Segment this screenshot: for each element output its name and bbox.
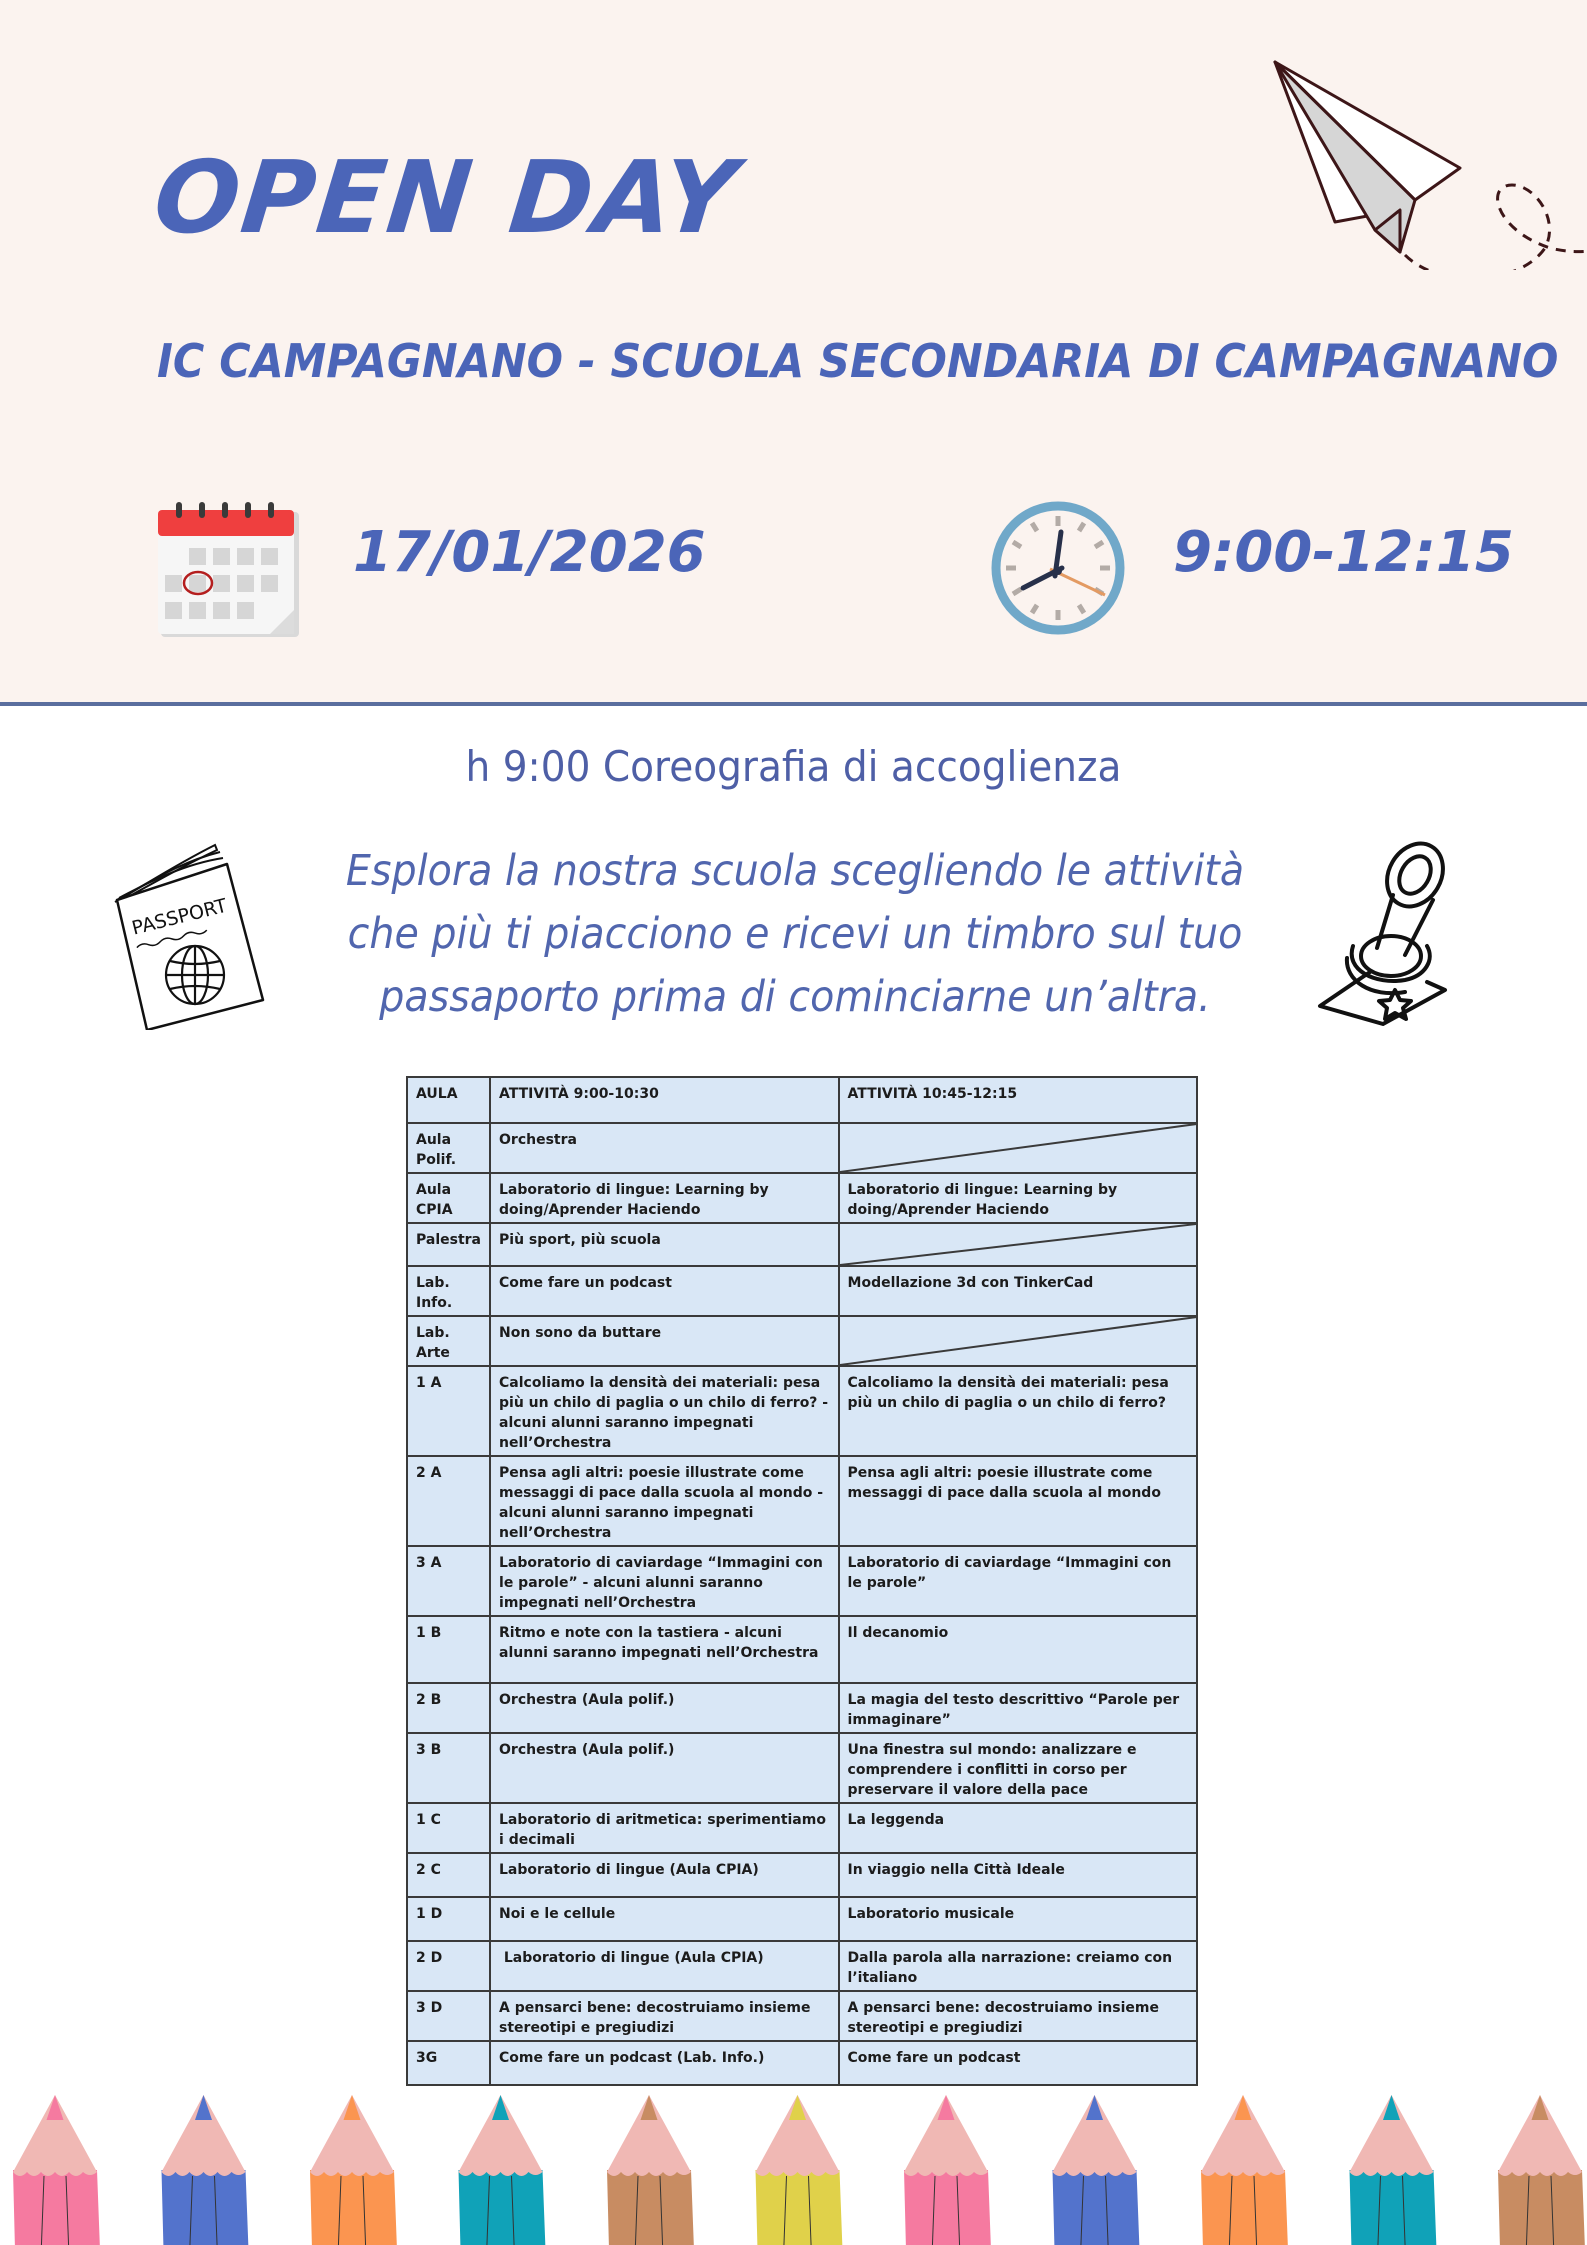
activity-cell: Laboratorio musicale	[839, 1897, 1197, 1941]
empty-crossed-cell	[839, 1123, 1197, 1173]
room-cell: Aula CPIA	[407, 1173, 490, 1223]
table-row	[407, 1366, 1197, 1456]
activity-cell: Come fare un podcast (Lab. Info.)	[490, 2041, 839, 2085]
table-row	[407, 1897, 1197, 1941]
activity-cell: Laboratorio di lingue: Learning by doing/Aprender Haciendo	[839, 1173, 1197, 1223]
room-cell: 1 B	[407, 1616, 490, 1683]
room-cell: 3G	[407, 2041, 490, 2085]
table-row	[407, 1803, 1197, 1853]
pencil-icon	[13, 2095, 100, 2245]
passport-label: PASSPORT	[129, 894, 230, 940]
welcome-line: h 9:00 Coreografia di accoglienza	[465, 742, 1122, 791]
intro-line: Esplora la nostra scuola scegliendo le attività	[345, 846, 1245, 896]
table-row	[407, 1123, 1197, 1173]
activity-cell: Dalla parola alla narrazione: creiamo con l’italiano	[839, 1941, 1197, 1991]
pencil-icon	[756, 2095, 843, 2245]
table-header-row	[407, 1077, 1197, 1123]
passport-icon	[105, 840, 270, 1030]
activity-cell: Pensa agli altri: poesie illustrate come messaggi di pace dalla scuola al mondo	[839, 1456, 1197, 1546]
activity-cell: La magia del testo descrittivo “Parole per immaginare”	[839, 1683, 1197, 1733]
event-date: 17/01/2026	[353, 520, 706, 585]
clock-icon	[990, 500, 1126, 636]
table-row	[407, 1616, 1197, 1683]
intro-text	[303, 840, 1287, 1029]
pencil-icon	[310, 2095, 397, 2245]
activity-cell: Calcoliamo la densità dei materiali: pesa più un chilo di paglia o un chilo di ferro? - alcuni alunni saranno impegnati nell’Orchestra	[490, 1366, 839, 1456]
calendar-icon	[155, 500, 305, 640]
table-row	[407, 1941, 1197, 1991]
activity-cell: La leggenda	[839, 1803, 1197, 1853]
activity-cell: Il decanomio	[839, 1616, 1197, 1683]
activity-cell: Laboratorio di caviardage “Immagini con le parole”	[839, 1546, 1197, 1616]
activity-cell: Più sport, più scuola	[490, 1223, 839, 1266]
activity-cell: Ritmo e note con la tastiera - alcuni alunni saranno impegnati nell’Orchestra	[490, 1616, 839, 1683]
activity-cell: Laboratorio di lingue: Learning by doing/Aprender Haciendo	[490, 1173, 839, 1223]
table-row	[407, 1456, 1197, 1546]
table-row	[407, 1683, 1197, 1733]
activity-schedule-table	[406, 1076, 1198, 2086]
pencil-icon	[904, 2095, 991, 2245]
paper-plane-icon	[1250, 50, 1587, 270]
empty-crossed-cell	[839, 1316, 1197, 1366]
room-cell: 1 D	[407, 1897, 490, 1941]
activity-cell: Laboratorio di lingue (Aula CPIA)	[490, 1941, 839, 1991]
room-cell: 3 D	[407, 1991, 490, 2041]
activity-cell: Noi e le cellule	[490, 1897, 839, 1941]
activity-cell: Una finestra sul mondo: analizzare e comprendere i conflitti in corso per preservare il valore della pace	[839, 1733, 1197, 1803]
activity-cell: A pensarci bene: decostruiamo insieme stereotipi e pregiudizi	[490, 1991, 839, 2041]
room-cell: Aula Polif.	[407, 1123, 490, 1173]
room-cell: Lab. Arte	[407, 1316, 490, 1366]
pencil-icon	[1201, 2095, 1288, 2245]
pencil-icon	[1053, 2095, 1140, 2245]
room-cell: 2 A	[407, 1456, 490, 1546]
room-cell: 2 B	[407, 1683, 490, 1733]
activity-cell: In viaggio nella Città Ideale	[839, 1853, 1197, 1897]
room-cell: 3 B	[407, 1733, 490, 1803]
header-banner	[0, 0, 1587, 706]
pencil-icon	[607, 2095, 694, 2245]
activity-cell: Calcoliamo la densità dei materiali: pesa più un chilo di paglia o un chilo di ferro?	[839, 1366, 1197, 1456]
room-cell: 1 C	[407, 1803, 490, 1853]
activity-cell: Pensa agli altri: poesie illustrate come messaggi di pace dalla scuola al mondo - alcuni alunni saranno impegnati nell’Orchestra	[490, 1456, 839, 1546]
room-cell: 2 C	[407, 1853, 490, 1897]
event-time: 9:00-12:15	[1173, 520, 1514, 585]
room-cell: 3 A	[407, 1546, 490, 1616]
table-row	[407, 1853, 1197, 1897]
school-subtitle: IC CAMPAGNANO - SCUOLA SECONDARIA DI CAMPAGNANO	[157, 334, 1559, 388]
room-cell: Lab. Info.	[407, 1266, 490, 1316]
table-row	[407, 1733, 1197, 1803]
activity-cell: Orchestra	[490, 1123, 839, 1173]
room-cell: Palestra	[407, 1223, 490, 1266]
pencil-border-decoration	[0, 2075, 1587, 2245]
column-header-first-slot: ATTIVITÀ 9:00-10:30	[490, 1077, 839, 1123]
empty-crossed-cell	[839, 1223, 1197, 1266]
table-row	[407, 1173, 1197, 1223]
activity-cell: Modellazione 3d con TinkerCad	[839, 1266, 1197, 1316]
activity-cell: Laboratorio di aritmetica: sperimentiamo i decimali	[490, 1803, 839, 1853]
intro-line: che più ti piacciono e ricevi un timbro sul tuo	[347, 909, 1243, 959]
pencil-icon	[1350, 2095, 1437, 2245]
activity-cell: Laboratorio di lingue (Aula CPIA)	[490, 1853, 839, 1897]
activity-cell: Orchestra (Aula polif.)	[490, 1683, 839, 1733]
page-title: OPEN DAY	[148, 139, 744, 256]
table-row	[407, 1223, 1197, 1266]
activity-cell: Laboratorio di caviardage “Immagini con le parole” - alcuni alunni saranno impegnati nell’Orchestra	[490, 1546, 839, 1616]
activity-cell: Non sono da buttare	[490, 1316, 839, 1366]
pencil-icon	[459, 2095, 546, 2245]
room-cell: 1 A	[407, 1366, 490, 1456]
table-row	[407, 1266, 1197, 1316]
table-row	[407, 1546, 1197, 1616]
pencil-icon	[162, 2095, 249, 2245]
activity-cell: A pensarci bene: decostruiamo insieme stereotipi e pregiudizi	[839, 1991, 1197, 2041]
activity-cell: Come fare un podcast	[490, 1266, 839, 1316]
table-row	[407, 1991, 1197, 2041]
table-row	[407, 1316, 1197, 1366]
room-cell: 2 D	[407, 1941, 490, 1991]
activity-cell: Come fare un podcast	[839, 2041, 1197, 2085]
stamp-icon	[1305, 840, 1485, 1030]
intro-line: passaporto prima di cominciarne un’altra.	[379, 972, 1211, 1022]
column-header-aula: AULA	[407, 1077, 490, 1123]
pencil-icon	[1498, 2095, 1585, 2245]
column-header-second-slot: ATTIVITÀ 10:45-12:15	[839, 1077, 1197, 1123]
activity-cell: Orchestra (Aula polif.)	[490, 1733, 839, 1803]
